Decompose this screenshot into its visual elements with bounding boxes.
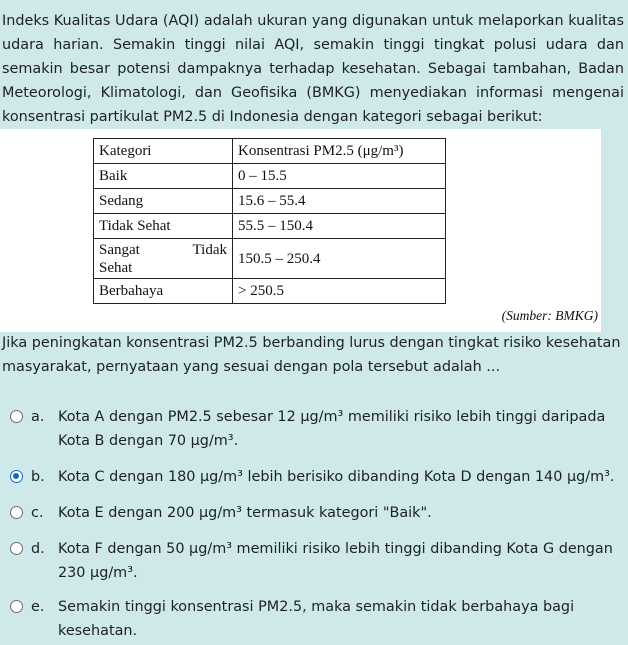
radio-button-b[interactable] bbox=[10, 470, 23, 483]
radio-button-a[interactable] bbox=[10, 410, 23, 423]
table-header-konsentrasi: Konsentrasi PM2.5 (μg/m³) bbox=[233, 139, 446, 164]
option-text[interactable]: Kota E dengan 200 μg/m³ termasuk kategori "Baik". bbox=[58, 505, 432, 521]
option-text[interactable]: Kota C dengan 180 μg/m³ lebih berisiko dibanding Kota D dengan 140 μg/m³. bbox=[58, 469, 615, 485]
kategori-word: Sangat bbox=[99, 241, 140, 258]
table-cell-konsentrasi: 150.5 – 250.4 bbox=[233, 239, 446, 279]
table-cell-kategori: Tidak Sehat bbox=[94, 214, 233, 239]
pm25-category-table bbox=[93, 138, 446, 304]
option-letter: d. bbox=[31, 541, 45, 557]
option-letter: a. bbox=[31, 409, 45, 425]
intro-paragraph: Indeks Kualitas Udara (AQI) adalah ukuran yang digunakan untuk melaporkan kualitas udara harian. Semakin tinggi nilai AQI, semakin tinggi tingkat polusi udara dan semakin besar potensi dampaknya terhadap kesehatan. Sebagai tambahan, Badan Meteorologi, Klimatologi, dan Geofisika (BMKG) menyediakan informasi mengenai konsentrasi partikulat PM2.5 di Indonesia dengan kategori sebagai berikut: bbox=[2, 13, 624, 125]
table-source-caption: (Sumber: BMKG) bbox=[501, 308, 598, 323]
kategori-word: Sehat bbox=[99, 259, 133, 276]
table-row bbox=[94, 164, 446, 189]
pm25-table-figure bbox=[0, 129, 601, 332]
option-text[interactable]: Kota F dengan 50 μg/m³ memiliki risiko lebih tinggi dibanding Kota G dengan 230 μg/m³. bbox=[58, 541, 613, 581]
table-cell-kategori bbox=[94, 239, 233, 279]
table-cell-konsentrasi: 0 – 15.5 bbox=[233, 164, 446, 189]
question-text: Jika peningkatan konsentrasi PM2.5 berbanding lurus dengan tingkat risiko kesehatan masyarakat, pernyataan yang sesuai dengan pola tersebut adalah ... bbox=[2, 335, 621, 375]
table-row bbox=[94, 189, 446, 214]
table-header-row bbox=[94, 139, 446, 164]
table-cell-kategori: Baik bbox=[94, 164, 233, 189]
kategori-word: Tidak bbox=[192, 241, 227, 258]
table-row bbox=[94, 279, 446, 304]
table-row bbox=[94, 239, 446, 279]
table-row bbox=[94, 214, 446, 239]
radio-button-e[interactable] bbox=[10, 600, 23, 613]
option-letter: e. bbox=[31, 599, 45, 615]
option-letter: c. bbox=[31, 505, 44, 521]
option-text[interactable]: Kota A dengan PM2.5 sebesar 12 μg/m³ memiliki risiko lebih tinggi daripada Kota B dengan 70 μg/m³. bbox=[58, 409, 606, 449]
option-letter: b. bbox=[31, 469, 45, 485]
table-cell-konsentrasi: > 250.5 bbox=[233, 279, 446, 304]
option-text[interactable]: Semakin tinggi konsentrasi PM2.5, maka semakin tidak berbahaya bagi kesehatan. bbox=[58, 599, 575, 639]
table-cell-kategori: Berbahaya bbox=[94, 279, 233, 304]
radio-button-d[interactable] bbox=[10, 542, 23, 555]
table-header-kategori: Kategori bbox=[94, 139, 233, 164]
radio-button-c[interactable] bbox=[10, 506, 23, 519]
table-cell-kategori: Sedang bbox=[94, 189, 233, 214]
table-cell-konsentrasi: 55.5 – 150.4 bbox=[233, 214, 446, 239]
table-cell-konsentrasi: 15.6 – 55.4 bbox=[233, 189, 446, 214]
